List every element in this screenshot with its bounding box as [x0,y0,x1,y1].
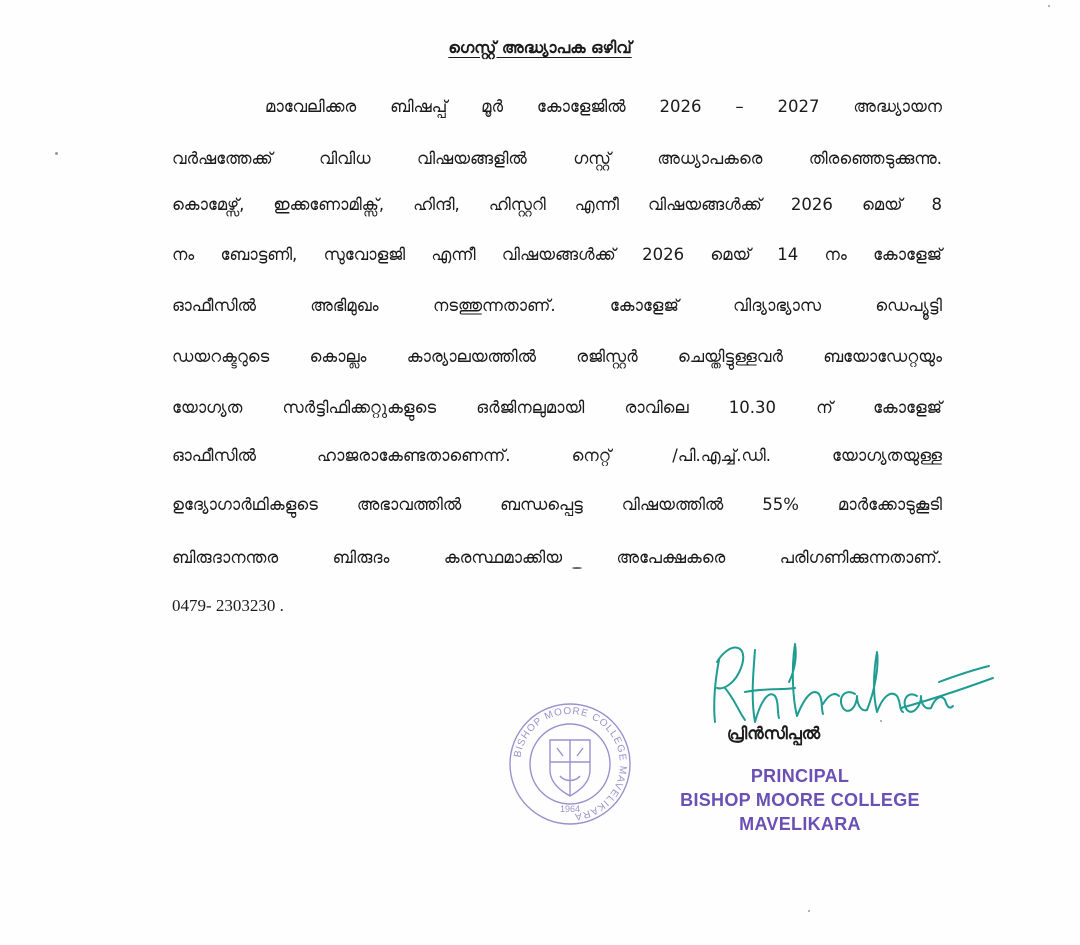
principal-label-malayalam: പ്രിൻസിപ്പൽ [727,724,821,743]
phone-number: 0479- 2303230 . [172,596,284,615]
body-line-4: നം ബോട്ടണി, സുവോളജി എന്നീ വിഷയങ്ങൾക്ക് 2026 മെയ് 14 നം കോളേജ് [172,245,942,264]
body-line-9: ഉദ്യോഗാർഥികളുടെ അഭാവത്തിൽ ബന്ധപ്പെട്ട വിഷയത്തിൽ 55% മാർക്കോടുകൂടി [172,495,942,514]
scan-speck [808,910,810,912]
body-line-6: ഡയറക്ടറുടെ കൊല്ലം കാര്യാലയത്തിൽ രജിസ്റ്റർ ചെയ്തിട്ടുള്ളവർ ബയോഡേറ്റയും [172,347,942,366]
college-seal [505,700,635,828]
stamp-line-place: MAVELIKARA [739,814,861,834]
notice-title: ഗെസ്റ്റ് അദ്ധ്യാപക ഒഴിവ് [448,38,632,57]
body-line-1: മാവേലിക്കര ബിഷപ്പ് മൂർ കോളേജിൽ 2026 – 2027 അദ്ധ്യായന [265,97,942,116]
stamp-line-principal: PRINCIPAL [750,766,850,786]
seal-ring-text: BISHOP MOORE COLLEGE MAVELIKARA [512,705,629,822]
body-line-2: വർഷത്തേക്ക് വിവിധ വിഷയങ്ങളിൽ ഗസ്റ്റ് അധ്യാപകരെ തിരഞ്ഞെടുക്കുന്നു. [172,149,942,168]
scan-speck [572,567,582,569]
body-line-8: ഓഫീസിൽ ഹാജരാകേണ്ടതാണെന്ന്. നെറ്റ് /പി.എച്ച്.ഡി. യോഗ്യതയുള്ള [172,446,942,465]
body-line-10: ബിരുദാനന്തര ബിരുദം കരസ്ഥമാക്കിയ അപേക്ഷകരെ പരിഗണിക്കുന്നതാണ്. [172,548,942,567]
scan-speck [880,720,882,722]
stamp-line-college: BISHOP MOORE COLLEGE [680,790,920,810]
handwritten-signature [705,630,995,730]
body-line-5: ഓഫീസിൽ അഭിമുഖം നടത്തുന്നതാണ്. കോളേജ് വിദ്യാഭ്യാസ ഡെപ്യൂട്ടി [172,296,942,315]
body-line-7: യോഗ്യത സർട്ടിഫിക്കറ്റുകളുടെ ഒർജിനലുമായി രാവിലെ 10.30 ന് കോളേജ് [172,398,942,417]
body-line-3: കൊമേഴ്സ്, ഇക്കണോമിക്സ്, ഹിന്ദി, ഹിസ്റ്ററി എന്നീ വിഷയങ്ങൾക്ക് 2026 മെയ് 8 [172,195,942,214]
scan-speck [55,152,58,155]
scan-speck [1048,5,1050,7]
principal-stamp [670,764,930,836]
seal-year: 1964 [559,804,581,814]
